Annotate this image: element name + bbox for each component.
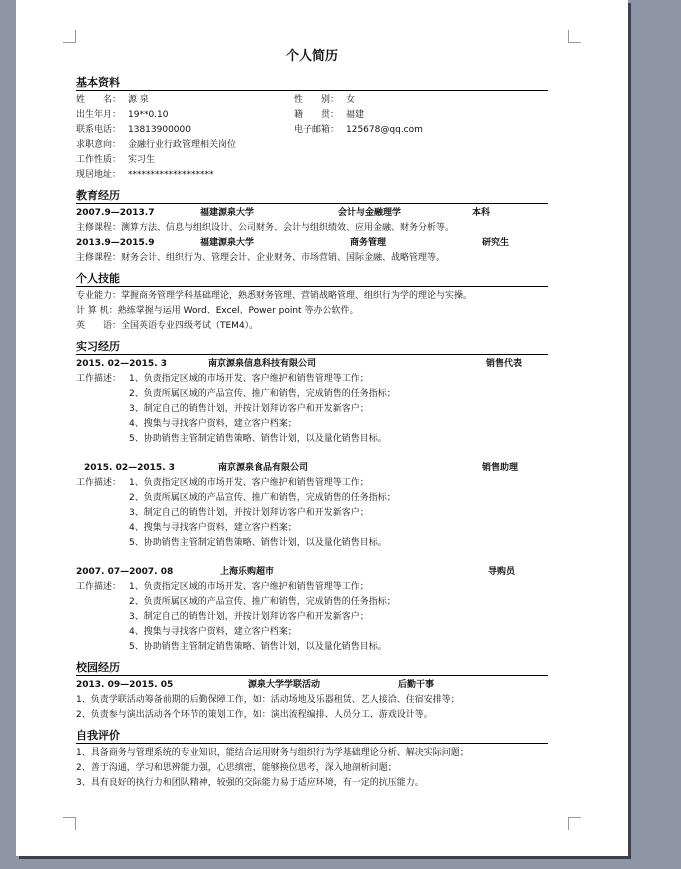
duty-text: 2、负责所属区域的产品宣传、推广和销售，完成销售的任务指标； — [129, 493, 396, 503]
duty-text: 2、负责所属区域的产品宣传、推广和销售，完成销售的任务指标； — [129, 597, 396, 607]
internship-company: 南京源泉信息科技有限公司 — [208, 359, 317, 369]
campus-org: 源泉大学学联活动 — [248, 680, 321, 690]
duty-text: 1、负责指定区域的市场开发、客户维护和销售管理等工作； — [129, 374, 369, 384]
internship-entry-3 — [76, 565, 548, 580]
resume-title: 个人简历 — [285, 49, 338, 64]
duty-text: 4、搜集与寻找客户资料，建立客户档案； — [129, 419, 297, 429]
duty-line — [76, 536, 548, 551]
margin-corner-top-right — [568, 30, 581, 43]
duty-label: 工作描述： — [76, 374, 122, 384]
campus-entry — [76, 678, 548, 693]
duty-text: 5、协助销售主管制定销售策略、销售计划，以及量化销售目标。 — [129, 434, 387, 444]
name-value: 源 泉 — [128, 95, 149, 105]
internship-entry-2 — [76, 461, 548, 476]
basic-row-1 — [76, 93, 548, 108]
education-degree: 本科 — [472, 208, 491, 218]
duty-line — [76, 610, 548, 625]
phone-label: 联系电话： — [76, 125, 122, 135]
address-label: 现居地址： — [76, 170, 122, 180]
education-courses: 主修课程：测算方法、信息与组织设计、公司财务、会计与组织绩效、应用金融、财务分析等。 — [76, 223, 455, 233]
basic-row-3 — [76, 123, 548, 138]
duty-line — [76, 387, 548, 402]
section-internship: 实习经历 — [76, 340, 548, 355]
duty-line — [76, 432, 548, 447]
education-major: 商务管理 — [350, 238, 387, 248]
spacer — [76, 447, 548, 461]
duty-line — [76, 506, 548, 521]
basic-row-6 — [76, 168, 548, 183]
margin-corner-bottom-right — [568, 817, 581, 830]
duty-label: 工作描述： — [76, 478, 122, 488]
section-skills: 个人技能 — [76, 272, 548, 287]
education-degree: 研究生 — [482, 238, 510, 248]
education-courses: 主修课程：财务会计、组织行为、管理会计、企业财务、市场营销、国际金融、战略管理等。 — [76, 253, 446, 263]
campus-item: 1、负责学联活动筹备前期的后勤保障工作，如：活动场地及乐器租赁、艺人接洽、住宿安排等； — [76, 695, 460, 705]
gender-value: 女 — [346, 95, 356, 105]
margin-corner-top-left — [63, 30, 76, 43]
duty-text: 5、协助销售主管制定销售策略、销售计划，以及量化销售目标。 — [129, 538, 387, 548]
duty-line — [76, 625, 548, 640]
education-school: 福建源泉大学 — [200, 238, 255, 248]
basic-row-5 — [76, 153, 548, 168]
origin-field — [294, 108, 364, 123]
duty-line — [76, 491, 548, 506]
internship-role: 销售代表 — [486, 359, 523, 369]
education-period: 2013.9—2015.9 — [76, 238, 155, 248]
duty-text: 3、制定自己的销售计划，并按计划拜访客户和开发新客户； — [129, 404, 369, 414]
duty-text: 1、负责指定区域的市场开发、客户维护和销售管理等工作； — [129, 478, 369, 488]
campus-role: 后勤干事 — [398, 680, 435, 690]
skill-line: 专业能力：掌握商务管理学科基础理论，熟悉财务管理、营销战略管理、组织行为学的理论与实操。 — [76, 291, 473, 301]
duty-line — [76, 402, 548, 417]
self-item: 2、善于沟通，学习和思辨能力强，心思缜密，能够换位思考，深入地剖析问题； — [76, 763, 397, 773]
skill-line: 英 语：全国英语专业四级考试（TEM4）。 — [76, 321, 259, 331]
origin-value: 福建 — [346, 110, 365, 120]
duty-text: 5、协助销售主管制定销售策略、销售计划，以及量化销售目标。 — [129, 642, 387, 652]
duty-line — [76, 521, 548, 536]
origin-label: 籍 贯： — [294, 110, 340, 120]
duty-line — [76, 595, 548, 610]
duty-line — [76, 372, 548, 387]
education-entry-2 — [76, 236, 548, 251]
campus-period: 2013. 09—2015. 05 — [76, 680, 174, 690]
internship-entry-1 — [76, 357, 548, 372]
status-value: 实习生 — [128, 155, 156, 165]
internship-period: 2015. 02—2015. 3 — [84, 463, 175, 473]
education-period: 2007.9—2013.7 — [76, 208, 155, 218]
intent-label: 求职意向： — [76, 140, 122, 150]
duty-text: 2、负责所属区域的产品宣传、推广和销售，完成销售的任务指标； — [129, 389, 396, 399]
duty-text: 4、搜集与寻找客户资料，建立客户档案； — [129, 523, 297, 533]
duty-text: 1、负责指定区域的市场开发、客户维护和销售管理等工作； — [129, 582, 369, 592]
name-label: 姓 名： — [76, 95, 122, 105]
education-school: 福建源泉大学 — [200, 208, 255, 218]
duty-line — [76, 476, 548, 491]
duty-line — [76, 640, 548, 655]
email-value: 125678@qq.com — [346, 125, 423, 135]
section-education: 教育经历 — [76, 189, 548, 204]
duty-text: 3、制定自己的销售计划，并按计划拜访客户和开发新客户； — [129, 508, 369, 518]
birth-label: 出生年月： — [76, 110, 122, 120]
document-page — [16, 0, 628, 856]
internship-company: 上海乐购超市 — [220, 567, 275, 577]
section-campus: 校园经历 — [76, 661, 548, 676]
internship-period: 2007. 07—2007. 08 — [76, 567, 174, 577]
margin-corner-bottom-left — [63, 817, 76, 830]
gender-label: 性 别： — [294, 95, 340, 105]
internship-period: 2015. 02—2015. 3 — [76, 359, 167, 369]
duty-text: 3、制定自己的销售计划，并按计划拜访客户和开发新客户； — [129, 612, 369, 622]
internship-role: 导购员 — [488, 567, 516, 577]
birth-value: 19**0.10 — [128, 110, 169, 120]
duty-label: 工作描述： — [76, 582, 122, 592]
self-item: 1、具备商务与管理系统的专业知识，能结合运用财务与组织行为学基础理论分析、解决实际问题； — [76, 748, 469, 758]
internship-company: 南京源泉食品有限公司 — [218, 463, 309, 473]
email-field — [294, 123, 423, 138]
basic-row-2 — [76, 108, 548, 123]
duty-line — [76, 580, 548, 595]
skill-line: 计 算 机：熟练掌握与运用 Word、Excel、Power point 等办公软件。 — [76, 306, 359, 316]
intent-value: 金融行业行政管理相关岗位 — [128, 140, 237, 150]
resume-content[interactable] — [76, 48, 548, 791]
spacer — [76, 551, 548, 565]
gender-field — [294, 93, 355, 108]
basic-row-4 — [76, 138, 548, 153]
campus-item: 2、负责参与演出活动各个环节的策划工作，如：演出流程编排、人员分工、游戏设计等。 — [76, 710, 433, 720]
section-basic: 基本资料 — [76, 76, 548, 91]
status-label: 工作性质： — [76, 155, 122, 165]
duty-line — [76, 417, 548, 432]
email-label: 电子邮箱： — [294, 125, 340, 135]
section-self-evaluation: 自我评价 — [76, 729, 548, 744]
internship-role: 销售助理 — [482, 463, 519, 473]
education-entry-1 — [76, 206, 548, 221]
self-item: 3、具有良好的执行力和团队精神，较强的交际能力易于适应环境，有一定的抗压能力。 — [76, 778, 424, 788]
education-major: 会计与金融理学 — [338, 208, 402, 218]
duty-text: 4、搜集与寻找客户资料，建立客户档案； — [129, 627, 297, 637]
phone-value: 13813900000 — [128, 125, 191, 135]
address-value: ******************* — [128, 170, 214, 180]
